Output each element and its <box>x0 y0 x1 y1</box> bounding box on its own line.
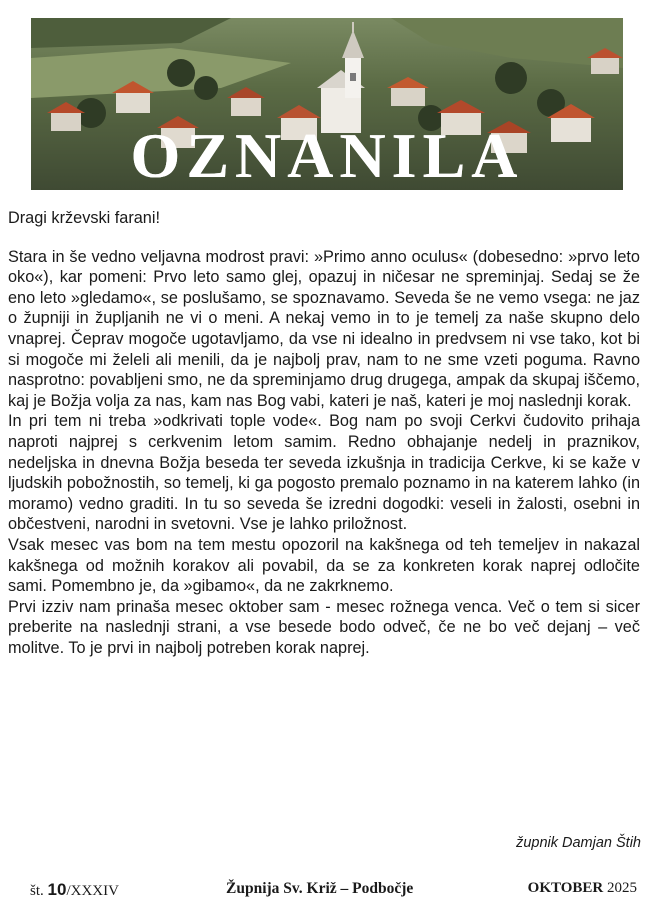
issue-number: 10 <box>47 880 67 899</box>
issue-info <box>30 880 119 900</box>
header-village-photo <box>31 18 623 190</box>
page-footer <box>0 880 659 904</box>
issue-date <box>528 880 637 897</box>
letter-signature: župnik Damjan Štih <box>516 835 641 851</box>
parish-name: Župnija Sv. Križ – Podbočje <box>226 880 414 897</box>
letter-paragraph-2: In pri tem ni treba »odkrivati tople vode«. Bog nam po svoji Cerkvi čudovito prihaja naproti najprej s cerkvenim letom samim. Redno obhajanje nedelj in praznikov, nedeljska in dnevna Božja beseda ter seveda izkušnja in tradicija Cerkve, ki se kaže v ljudskih pobožnostih, so temelj, ki ga pogosto premalo poznamo in na katerem lahko (in moramo) vedno graditi. In tu so seveda še izredni dogodki: veseli in žalosti, osebni in občestveni, narodni in svetovni. Vse je lahko priložnost. <box>8 412 640 534</box>
letter-paragraph-4: Prvi izziv nam prinaša mesec oktober sam - mesec rožnega venca. Več o tem si sicer preberite na naslednji strani, a vse besede bodo odveč, če ne bo več dejanj – več molitve. To je prvi in najbolj potreben korak naprej. <box>8 597 640 657</box>
issue-month: OKTOBER <box>527 880 604 896</box>
letter-paragraph-3: Vsak mesec vas bom na tem mestu opozoril na kakšnega od teh temeljev in nakazal kakšnega od možnih korakov ali povabil, da se za konkreten korak naprej odločite sami. Pomembno je, da »gibamo«, da ne zakrknemo. <box>8 535 640 596</box>
letter-paragraph-1: Stara in še vedno veljavna modrost pravi: »Primo anno oculus« (dobesedno: »prvo leto oko«), kar pomeni: Prvo leto samo glej, opazuj in ničesar ne spreminjaj. Sedaj se že eno leto »gledamo«, se poslušamo, se spoznavamo. Seveda še ne vemo vsega: ne jaz o župniji in župljanih ne vi o meni. A nekaj vemo in to je temelj za naše skupno delo vnaprej. Čeprav mogoče ugotavljamo, da vse ni idealno in predvsem ni vse tako, kot bi si mogoče mi želeli ali menili, da je najbolj prav, nam to ne sme vzeti poguma. Ravno nasprotno: povabljeni smo, ne da spreminjamo drug drugega, ampak da skupaj iščemo, kaj je Božja volja za nas, kam nas Bog vabi, kateri je naš, kateri je moj naslednji korak. <box>8 247 640 410</box>
issue-volume: /XXXIV <box>66 883 119 899</box>
issue-prefix: št. <box>30 883 44 899</box>
pastoral-letter <box>8 208 640 658</box>
letter-body <box>8 247 640 659</box>
masthead-title: OZNANILA <box>130 120 524 190</box>
issue-year: 2025 <box>607 880 637 896</box>
letter-greeting: Dragi krževski farani! <box>8 209 161 227</box>
